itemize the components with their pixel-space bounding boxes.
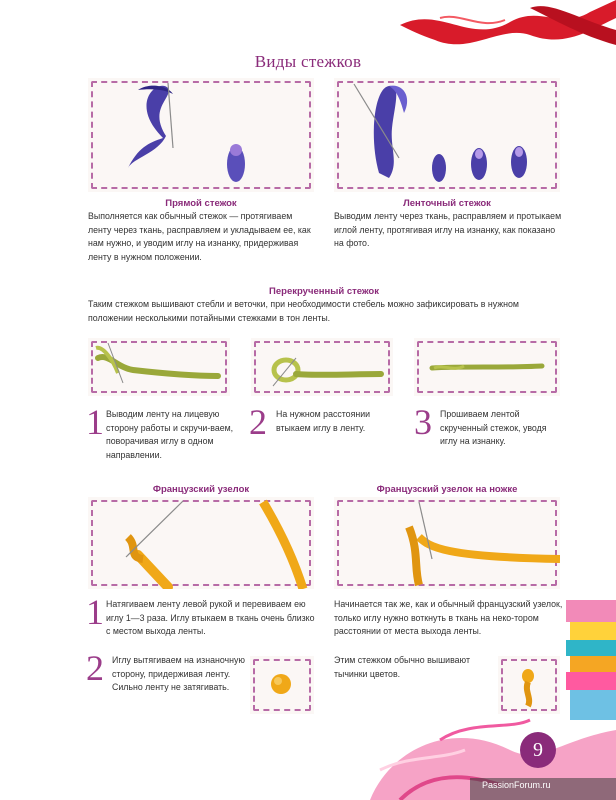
page-number-badge: 9 <box>520 732 556 768</box>
twisted-step-1-text: Выводим ленту на лицевую сторону работы и скручи-ваем, поворачивая иглу в одном направлении. <box>106 409 234 460</box>
ribbon-spools-decoration <box>370 600 616 800</box>
french-stem-text-1: Начинается так же, как и обычный французский узелок, только иглу нужно воткнуть в ткань на неко-тором расстоянии от места выхода ленты. <box>334 599 563 636</box>
ribbon-stitch-text: Выводим ленту через ткань, расправляем и протыкаем иглой ленту, протягивая иглу на изнанку, как показано на фото. <box>334 211 562 248</box>
french-stem-text-2: Этим стежком обычно вышивают тычинки цветов. <box>334 655 470 679</box>
french-knot-heading: Французский узелок <box>152 484 250 495</box>
twisted-step-2-text: На нужном расстоянии втыкаем иглу в ленту. <box>276 409 371 433</box>
ribbon-stitch-heading: Ленточный стежок <box>403 198 491 209</box>
french-step-1-text: Натягиваем ленту левой рукой и перевиваем ею иглу 1—3 раза. Иглу втыкаем в ткань очень близко с местом выхода ленты. <box>106 599 315 636</box>
photo-french-knot-stem <box>334 497 560 589</box>
photo-twisted-step-1 <box>88 338 230 396</box>
photo-french-knot-result <box>250 656 314 714</box>
twisted-step-1-number: 1 <box>86 402 104 442</box>
twisted-stitch-intro: Таким стежком вышивают стебли и веточки, при необходимости стебель можно зафиксировать в нужном положении несколькими потайными стежками в тон ленты. <box>88 299 519 323</box>
photo-twisted-step-3 <box>414 338 560 396</box>
page-title: Виды стежков <box>254 52 362 71</box>
twisted-step-3-text: Прошиваем лентой скрученный стежок, уводя иглу на изнанку. <box>440 409 547 446</box>
french-step-2-number: 2 <box>86 648 104 688</box>
twisted-step-2-number: 2 <box>249 402 267 442</box>
twisted-stitch-heading: Перекрученный стежок <box>269 286 379 297</box>
straight-stitch-text: Выполняется как обычный стежок — протягиваем ленту через ткань, расправляем и укладываем ее, как нам нужно, и уводим иглу на изнанку, придерживая ленту в нужном положении. <box>88 211 311 262</box>
straight-stitch-heading: Прямой стежок <box>165 198 237 209</box>
french-step-1-number: 1 <box>86 592 104 632</box>
photo-french-knot <box>88 497 314 589</box>
watermark: PassionForum.ru <box>482 780 551 790</box>
french-step-2-text: Иглу вытягиваем на изнаночную сторону, придерживая ленту. Сильно ленту не затягивать. <box>112 655 245 692</box>
photo-straight-stitch <box>88 78 314 192</box>
french-stem-heading: Французский узелок на ножке <box>376 484 518 495</box>
red-ribbon-decoration <box>380 0 616 60</box>
photo-twisted-step-2 <box>251 338 393 396</box>
photo-ribbon-stitch <box>334 78 560 192</box>
twisted-step-3-number: 3 <box>414 402 432 442</box>
